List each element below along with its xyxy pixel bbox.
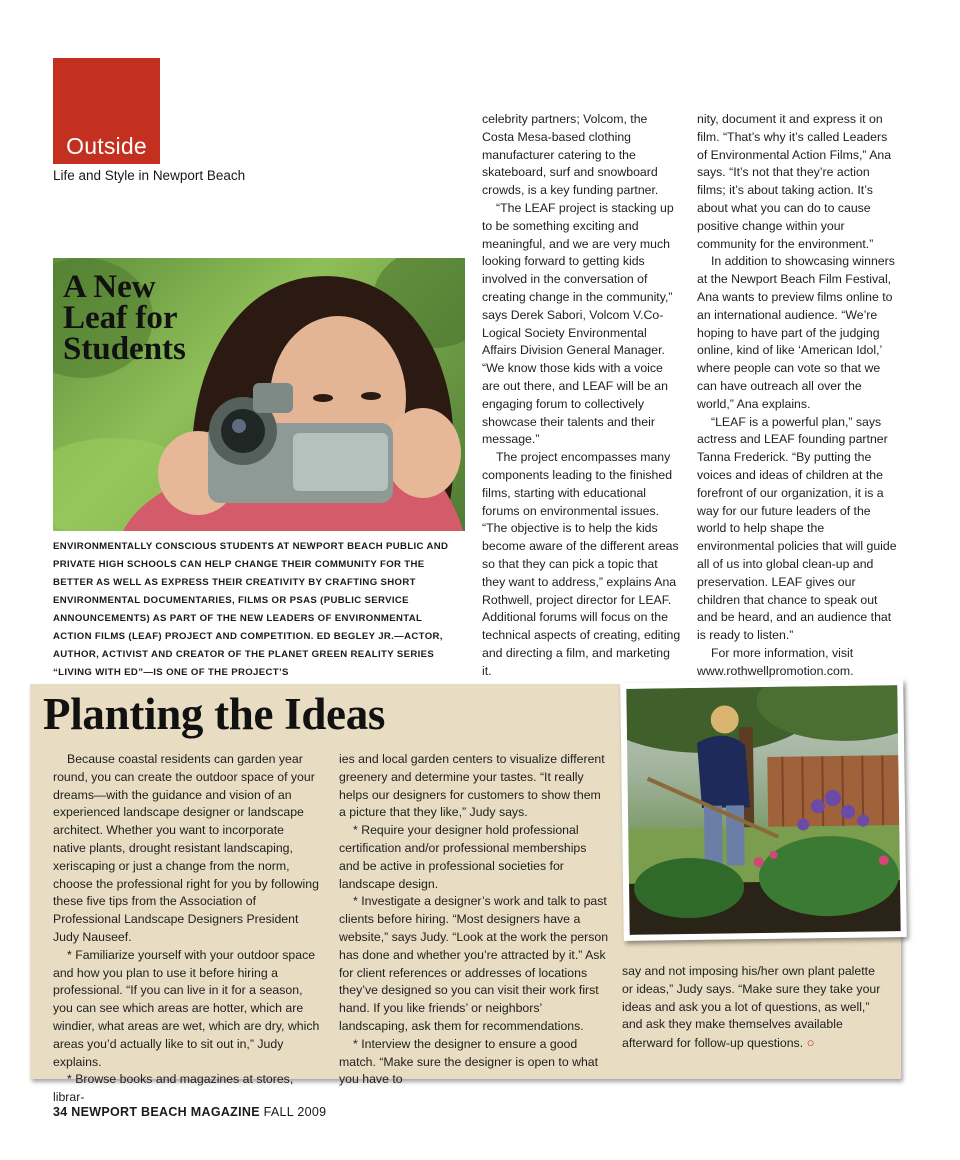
page-footer [53,1105,326,1119]
end-mark-icon: ○ [806,1035,815,1051]
feature-title-line: A New [63,269,156,305]
paragraph: The project encompasses many components leading to the finished films, starting with educational forums on environmental issues. “The objective is to help the kids become aware of the different areas so that they can pick a topic that they want to address,” explains Ana Rothwell, project director for LEAF. Additional forums will focus on the technical aspects of creating, editing and directing a film, and marketing it. [482,450,681,678]
sidebar-title: Planting the Ideas [43,689,386,739]
magazine-name: NEWPORT BEACH MAGAZINE [71,1105,260,1119]
paragraph: ies and local garden centers to visualize different greenery and determine your tastes. “It really helps our designers for customers to show them a picture that they like,” Judy says. [339,752,605,820]
tip-paragraph: * Investigate a designer’s work and talk to past clients before hiring. “Most designers have a website,” says Judy. “Look at the work the person has done and whether you’re attracted by it.” Ask for client references or addresses of locations they’ve designed so you can visit their work first hand. If you like friends’ or neighbors’ landscaping, ask them for recommendations. [339,894,609,1033]
page-number: 34 [53,1105,68,1119]
paragraph: nity, document it and express it on film. “That’s why it’s called Leaders of Environmental Action Films,” Ana says. “It’s not that they’re action films; it’s about taking action. It’s about what you can do to cause positive change within your community for the environment.” [697,112,892,251]
feature-title-line: Students [63,331,186,367]
paragraph: For more information, visit www.rothwellpromotion.com. [697,645,854,678]
photo-caption [53,538,457,682]
issue-label: FALL 2009 [263,1105,327,1119]
section-label: Outside [66,133,147,159]
section-subtitle: Life and Style in Newport Beach [53,168,246,183]
paragraph: “The LEAF project is stacking up to be something exciting and meaningful, and we are very much looking forward to getting kids involved in the conversation of creating change in the community,” says Derek Sabori, Volcom V.Co-Logical Society Environmental Affairs Division General Manager. “We know those kids with a voice are out there, and LEAF will be an engaging forum to collectively showcase their talents and their message.” [482,200,674,447]
sidebar-column-1 [53,751,320,1107]
gardener-illustration [626,685,900,935]
feature-photo [53,258,465,531]
paragraph: In addition to showcasing winners at the Newport Beach Film Festival, Ana wants to preview films online to an international audience. “We’re hoping to have part of the judging online, kind of like ‘American Idol,’ where people can vote so that we can have outreach all over the world,” Ana explains. [697,254,895,411]
feature-title-line: Leaf for [63,300,178,336]
tip-paragraph: * Browse books and magazines at stores, librar- [53,1072,294,1105]
garden-photo [620,679,907,941]
caption-text: ENVIRONMENTALLY CONSCIOUS STUDENTS AT NEWPORT BEACH PUBLIC AND PRIVATE HIGH SCHOOLS CAN HELP CHANGE THEIR COMMUNITY FOR THE BETTER AS WELL AS EXPRESS THEIR CREATIVITY BY CRAFTING SHORT ENVIRONMENTAL DOCUMENTARIES, FILMS OR PSAS (PUBLIC SERVICE ANNOUNCEMENTS) AS PART OF THE NEW LEADERS OF ENVIRONMENTAL ACTION FILMS (LEAF) PROJECT AND COMPETITION. ED BEGLEY JR.—ACTOR, AUTHOR, ACTIVIST AND CREATOR OF THE PLANET GREEN REALITY SERIES “LIVING WITH ED”—IS ONE OF THE PROJECT’S [53,541,449,678]
section-label-box [53,58,160,164]
tip-paragraph: * Require your designer hold professional certification and/or professional memberships and be active in professional societies for landscape design. [339,823,587,891]
paragraph-text: say and not imposing his/her own plant palette or ideas,” Judy says. “Make sure they take your ideas and ask you a lot of questions, as well,” and ask they make themselves available afterward for follow-up questions. [622,964,881,1051]
paragraph: “LEAF is a powerful plan,” says actress and LEAF founding partner Tanna Frederick. “By putting the voices and ideas of children at the forefront of our organization, it is a way for our future leaders of the world to help shape the environmental policies that will guide all of us into global clean-up and preservation. LEAF gives our children that chance to speak out and be heard, and an audience that is ready to listen.” [697,414,897,643]
tip-paragraph: * Interview the designer to ensure a good match. “Make sure the designer is open to what you have to [339,1036,599,1087]
tip-paragraph: * Familiarize yourself with your outdoor space and how you plan to use it before hiring a professional. “If you can live in it for a season, you can see which areas are hotter, which are windier, what areas are wet, which are dry, which areas you’d actually like to sit out in,” Judy explains. [53,947,320,1069]
feature-column-2 [697,111,897,681]
paragraph: celebrity partners; Volcom, the Costa Mesa-based clothing manufacturer catering to the skateboard, surf and snowboard crowds, is a key funding partner. [482,112,659,198]
feature-column-1 [482,111,682,734]
sidebar-column-3 [622,963,882,1053]
paragraph [622,963,882,1053]
sidebar-column-2 [339,751,610,1089]
feature-title [63,269,186,367]
paragraph: Because coastal residents can garden year round, you can create the outdoor space of your dreams—with the guidance and vision of an experienced landscape designer or landscape architect. Whether you want to incorporate native plants, drought resistant landscaping, xeriscaping or just a change from the norm, choose the professional right for you by following these five tips from the Association of Professional Landscape Designers President Judy Nauseef. [53,752,319,944]
